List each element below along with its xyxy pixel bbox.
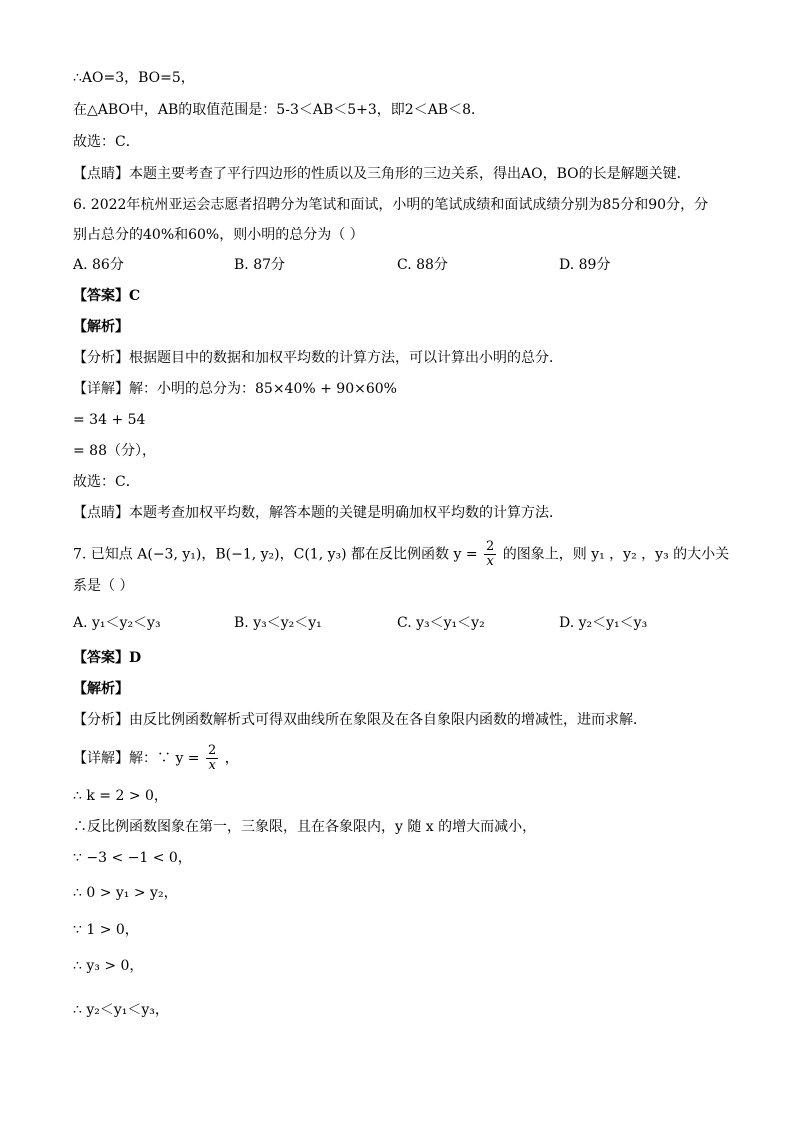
answer-label: 【答案】D — [73, 650, 142, 666]
text-line: ∴AO=3，BO=5， — [73, 70, 195, 86]
comment-line: 【点睛】本题考查加权平均数，解答本题的关键是明确加权平均数的计算方法． — [73, 505, 563, 521]
option-d: D. y₂＜y₁＜y₃ — [559, 615, 648, 631]
fraction-denominator: x — [486, 554, 494, 569]
comment-line: 【点睛】本题主要考查了平行四边形的性质以及三角形的三边关系，得出AO，BO的长是解题关键． — [73, 166, 691, 182]
analysis-line: 【分析】根据题目中的数据和加权平均数的计算方法，可以计算出小明的总分． — [73, 350, 563, 366]
solution-line — [73, 744, 239, 773]
step-line: ∴反比例函数图象在第一，三象限，且在各象限内，y 随 x 的增大而减小， — [73, 819, 537, 835]
option-b: B. 87分 — [234, 257, 286, 273]
solution-line: 故选：C． — [73, 474, 140, 490]
step-line: ∵ 1 > 0， — [73, 922, 139, 938]
solution-line: 【详解】解：小明的总分为：85×40% + 90×60% — [73, 381, 397, 397]
question-6-line-2: 别占总分的40%和60%，则小明的总分为（ ） — [73, 227, 364, 243]
option-b: B. y₃＜y₂＜y₁ — [234, 615, 322, 631]
step-line: ∴ y₃ > 0， — [73, 958, 144, 974]
analysis-label: 【解析】 — [73, 319, 129, 335]
option-d: D. 89分 — [559, 257, 611, 273]
step-line: ∴ y₂＜y₁＜y₃， — [73, 1002, 169, 1018]
analysis-line: 【分析】由反比例函数解析式可得双曲线所在象限及在各自象限内函数的增减性，进而求解． — [73, 712, 647, 728]
step-line: ∴ k = 2 > 0， — [73, 788, 168, 804]
xj7-post: ， — [224, 750, 239, 767]
question-6-line-1: 6. 2022年杭州亚运会志愿者招聘分为笔试和面试，小明的笔试成绩和面试成绩分别为85分和90分，分 — [73, 197, 709, 213]
option-a: A. 86分 — [73, 257, 124, 273]
step-line: ∵ −3 < −1 < 0， — [73, 850, 192, 866]
solution-line: = 34 + 54 — [73, 412, 146, 428]
q7-pre: 7. 已知点 A(−3, y₁)，B(−1, y₂)，C(1, y₃) 都在反比例函数 y = — [73, 546, 478, 563]
step-line: ∴ 0 > y₁ > y₂， — [73, 885, 178, 901]
option-a: A. y₁＜y₂＜y₃ — [73, 615, 161, 631]
solution-line: = 88（分）， — [73, 443, 156, 459]
question-7-line-2: 系是（ ） — [73, 578, 134, 594]
answer-label: 【答案】C — [73, 288, 141, 304]
xj7-pre: 【详解】解：∵ y = — [73, 750, 200, 767]
fraction-numerator: 2 — [208, 743, 217, 758]
fraction — [206, 744, 218, 773]
fraction-numerator: 2 — [486, 539, 495, 554]
question-7-line-1 — [73, 540, 729, 569]
analysis-label: 【解析】 — [73, 681, 129, 697]
fraction-denominator: x — [208, 758, 216, 773]
option-c: C. 88分 — [397, 257, 448, 273]
option-c: C. y₃＜y₁＜y₂ — [397, 615, 485, 631]
q7-post: 的图象上，则 y₁ ，y₂ ，y₃ 的大小关 — [502, 546, 730, 563]
text-line: 在△ABO中，AB的取值范围是：5-3＜AB＜5+3，即2＜AB＜8． — [73, 102, 486, 118]
text-line: 故选：C． — [73, 134, 140, 150]
fraction — [484, 540, 496, 569]
